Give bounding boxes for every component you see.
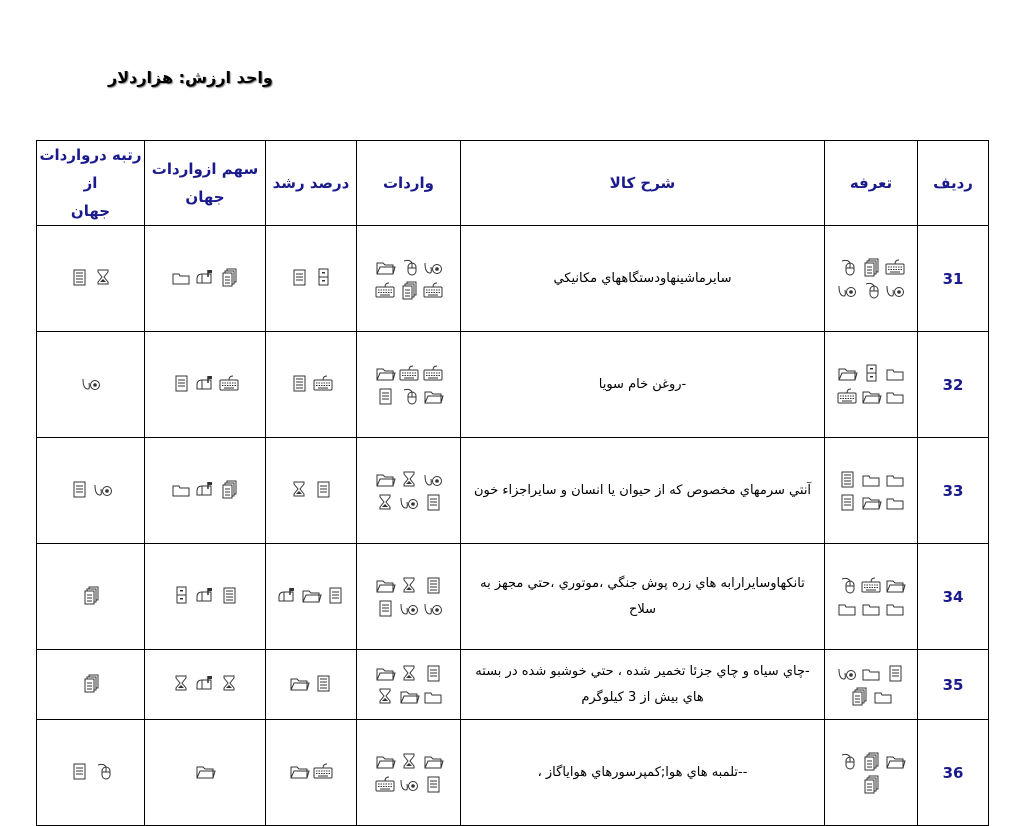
cabinet-icon	[170, 585, 192, 605]
doc-lines-icon	[312, 673, 334, 693]
header-world-rank	[37, 141, 145, 226]
header-description: شرح كالا	[461, 141, 825, 226]
row-number: 34	[918, 544, 989, 650]
mailbox-icon	[194, 479, 216, 499]
folder-empty-icon	[872, 686, 894, 706]
imports-cell	[357, 438, 461, 544]
table-row	[37, 650, 989, 720]
icon-group	[831, 257, 911, 300]
folder-icon	[860, 492, 882, 512]
hourglass-icon	[92, 267, 114, 287]
doc-lines-icon	[422, 575, 444, 595]
folder-icon	[374, 751, 396, 771]
folder-icon	[836, 363, 858, 383]
icon-group	[365, 751, 453, 794]
mailbox-icon	[194, 373, 216, 393]
mouse-icon	[836, 751, 858, 771]
doc-multi-icon	[218, 479, 240, 499]
world-share-cell	[145, 332, 266, 438]
hourglass-icon	[398, 663, 420, 683]
table-row	[37, 226, 989, 332]
tariff-cell	[825, 226, 918, 332]
doc-multi-icon	[860, 774, 882, 794]
imports-cell	[357, 650, 461, 720]
icon-group	[47, 267, 135, 287]
doc-multi-icon	[860, 257, 882, 277]
folder-icon	[884, 751, 906, 771]
keyboard-icon	[374, 280, 396, 300]
doc-multi-icon	[218, 267, 240, 287]
hourglass-icon	[374, 686, 396, 706]
description-cell: -چاي سياه و چاي جزئا تخمير شده ، حتي خوشبو شده در بسته هاي بيش از 3 كيلوگرم	[461, 650, 825, 720]
icon-group	[831, 575, 911, 618]
mouse-icon	[836, 257, 858, 277]
world-rank-cell	[37, 544, 145, 650]
folder-icon	[884, 575, 906, 595]
doc-icon	[836, 492, 858, 512]
keyboard-icon	[218, 373, 240, 393]
doc-icon	[288, 267, 310, 287]
doc-icon	[68, 761, 90, 781]
header-row-number: رديف	[918, 141, 989, 226]
header-world-rank-line1: رتبه درواردات از	[39, 146, 142, 192]
icon-group	[831, 469, 911, 512]
folder-icon	[422, 751, 444, 771]
mailbox-icon	[276, 585, 298, 605]
world-rank-cell	[37, 720, 145, 826]
icon-group	[365, 575, 453, 618]
growth-cell	[266, 226, 357, 332]
header-world-share-line2: جهان	[185, 188, 225, 206]
table-row	[37, 720, 989, 826]
doc-icon	[422, 663, 444, 683]
description-cell: سايرماشينهاودستگاههاي مكانيكي	[461, 226, 825, 332]
tariff-cell	[825, 650, 918, 720]
mouse-eye-icon	[398, 774, 420, 794]
imports-cell	[357, 720, 461, 826]
hourglass-icon	[398, 469, 420, 489]
row-number: 31	[918, 226, 989, 332]
table-row	[37, 438, 989, 544]
folder-empty-icon	[860, 663, 882, 683]
icon-group	[161, 585, 249, 605]
icon-group	[831, 663, 911, 706]
mouse-eye-icon	[836, 280, 858, 300]
doc-lines-icon	[218, 585, 240, 605]
folder-empty-icon	[884, 363, 906, 383]
icon-group	[267, 267, 355, 287]
header-tariff: تعرفه	[825, 141, 918, 226]
description-cell: --تلمبه هاي هوا;كمپرسورهاي هواياگاز ،	[461, 720, 825, 826]
mouse-eye-icon	[80, 373, 102, 393]
world-rank-cell	[37, 332, 145, 438]
keyboard-icon	[422, 280, 444, 300]
row-number: 33	[918, 438, 989, 544]
tariff-cell	[825, 332, 918, 438]
hourglass-icon	[170, 673, 192, 693]
description-cell: تانكهاوسايرارابه هاي زره پوش جنگي ،موتوري ،حتي مجهز به سلاح	[461, 544, 825, 650]
mouse-eye-icon	[422, 469, 444, 489]
doc-icon	[884, 663, 906, 683]
table-row	[37, 332, 989, 438]
description-cell: آنتي سرمهاي مخصوص كه از حيوان يا انسان و سايراجزاء خون	[461, 438, 825, 544]
folder-icon	[422, 386, 444, 406]
hourglass-icon	[398, 575, 420, 595]
header-growth: درصد رشد	[266, 141, 357, 226]
doc-icon	[324, 585, 346, 605]
doc-icon	[422, 774, 444, 794]
doc-lines-icon	[836, 469, 858, 489]
mouse-icon	[860, 280, 882, 300]
icon-group	[267, 585, 355, 605]
doc-icon	[374, 598, 396, 618]
icon-group	[267, 673, 355, 693]
icon-group	[365, 363, 453, 406]
mouse-icon	[836, 575, 858, 595]
folder-icon	[374, 575, 396, 595]
growth-cell	[266, 438, 357, 544]
folder-icon	[398, 686, 420, 706]
doc-multi-icon	[80, 585, 102, 605]
folder-empty-icon	[884, 469, 906, 489]
doc-icon	[422, 492, 444, 512]
doc-icon	[374, 386, 396, 406]
folder-icon	[374, 257, 396, 277]
icon-group	[365, 469, 453, 512]
icon-group	[267, 373, 355, 393]
folder-empty-icon	[170, 479, 192, 499]
world-share-cell	[145, 226, 266, 332]
doc-icon	[68, 479, 90, 499]
table-header-row	[37, 141, 989, 226]
world-rank-cell	[37, 226, 145, 332]
keyboard-icon	[398, 363, 420, 383]
mouse-icon	[398, 257, 420, 277]
mouse-eye-icon	[884, 280, 906, 300]
mailbox-icon	[194, 267, 216, 287]
keyboard-icon	[836, 386, 858, 406]
icon-group	[831, 363, 911, 406]
icon-group	[161, 479, 249, 499]
cabinet-icon	[860, 363, 882, 383]
unit-label: واحد ارزش: هزاردلار	[108, 68, 273, 87]
folder-icon	[288, 673, 310, 693]
imports-cell	[357, 544, 461, 650]
doc-icon	[312, 479, 334, 499]
growth-cell	[266, 720, 357, 826]
world-share-cell	[145, 650, 266, 720]
folder-icon	[374, 363, 396, 383]
icon-group	[47, 373, 135, 393]
header-imports: واردات	[357, 141, 461, 226]
keyboard-icon	[422, 363, 444, 383]
row-number: 35	[918, 650, 989, 720]
mouse-eye-icon	[398, 492, 420, 512]
icon-group	[47, 479, 135, 499]
mouse-eye-icon	[92, 479, 114, 499]
folder-icon	[374, 663, 396, 683]
folder-icon	[300, 585, 322, 605]
folder-icon	[374, 469, 396, 489]
folder-icon	[194, 761, 216, 781]
row-number: 36	[918, 720, 989, 826]
icon-group	[267, 479, 355, 499]
icon-group	[365, 663, 453, 706]
keyboard-icon	[312, 373, 334, 393]
doc-lines-icon	[288, 373, 310, 393]
mouse-eye-icon	[422, 598, 444, 618]
folder-empty-icon	[884, 492, 906, 512]
header-world-share-line1: سهم ازواردات	[151, 160, 259, 178]
folder-empty-icon	[422, 686, 444, 706]
icon-group	[161, 373, 249, 393]
folder-icon	[860, 386, 882, 406]
cabinet-icon	[312, 267, 334, 287]
description-cell: -روغن خام سويا	[461, 332, 825, 438]
folder-empty-icon	[170, 267, 192, 287]
header-world-share	[145, 141, 266, 226]
doc-lines-icon	[68, 267, 90, 287]
world-rank-cell	[37, 438, 145, 544]
hourglass-icon	[288, 479, 310, 499]
icon-group	[47, 761, 135, 781]
mailbox-icon	[194, 673, 216, 693]
folder-empty-icon	[860, 469, 882, 489]
hourglass-icon	[374, 492, 396, 512]
mailbox-icon	[194, 585, 216, 605]
mouse-icon	[92, 761, 114, 781]
doc-multi-icon	[80, 673, 102, 693]
growth-cell	[266, 650, 357, 720]
doc-icon	[170, 373, 192, 393]
icon-group	[47, 585, 135, 605]
mouse-eye-icon	[398, 598, 420, 618]
keyboard-icon	[312, 761, 334, 781]
icon-group	[267, 761, 355, 781]
icon-group	[161, 761, 249, 781]
tariff-cell	[825, 720, 918, 826]
folder-empty-icon	[884, 386, 906, 406]
header-world-rank-line2: جهان	[70, 202, 111, 220]
hourglass-icon	[218, 673, 240, 693]
row-number: 32	[918, 332, 989, 438]
hourglass-icon	[398, 751, 420, 771]
doc-multi-icon	[848, 686, 870, 706]
mouse-icon	[398, 386, 420, 406]
folder-empty-icon	[836, 598, 858, 618]
world-share-cell	[145, 438, 266, 544]
keyboard-icon	[374, 774, 396, 794]
world-share-cell	[145, 544, 266, 650]
tariff-cell	[825, 544, 918, 650]
table-row	[37, 544, 989, 650]
tariff-cell	[825, 438, 918, 544]
mouse-eye-icon	[422, 257, 444, 277]
keyboard-icon	[884, 257, 906, 277]
imports-cell	[357, 226, 461, 332]
icon-group	[831, 751, 911, 794]
doc-multi-icon	[860, 751, 882, 771]
world-share-cell	[145, 720, 266, 826]
icon-group	[47, 673, 135, 693]
growth-cell	[266, 332, 357, 438]
icon-group	[161, 673, 249, 693]
world-rank-cell	[37, 650, 145, 720]
mouse-eye-icon	[836, 663, 858, 683]
folder-empty-icon	[860, 598, 882, 618]
imports-cell	[357, 332, 461, 438]
icon-group	[365, 257, 453, 300]
folder-empty-icon	[884, 598, 906, 618]
growth-cell	[266, 544, 357, 650]
keyboard-icon	[860, 575, 882, 595]
folder-icon	[288, 761, 310, 781]
icon-group	[161, 267, 249, 287]
doc-multi-icon	[398, 280, 420, 300]
imports-table	[36, 140, 989, 826]
